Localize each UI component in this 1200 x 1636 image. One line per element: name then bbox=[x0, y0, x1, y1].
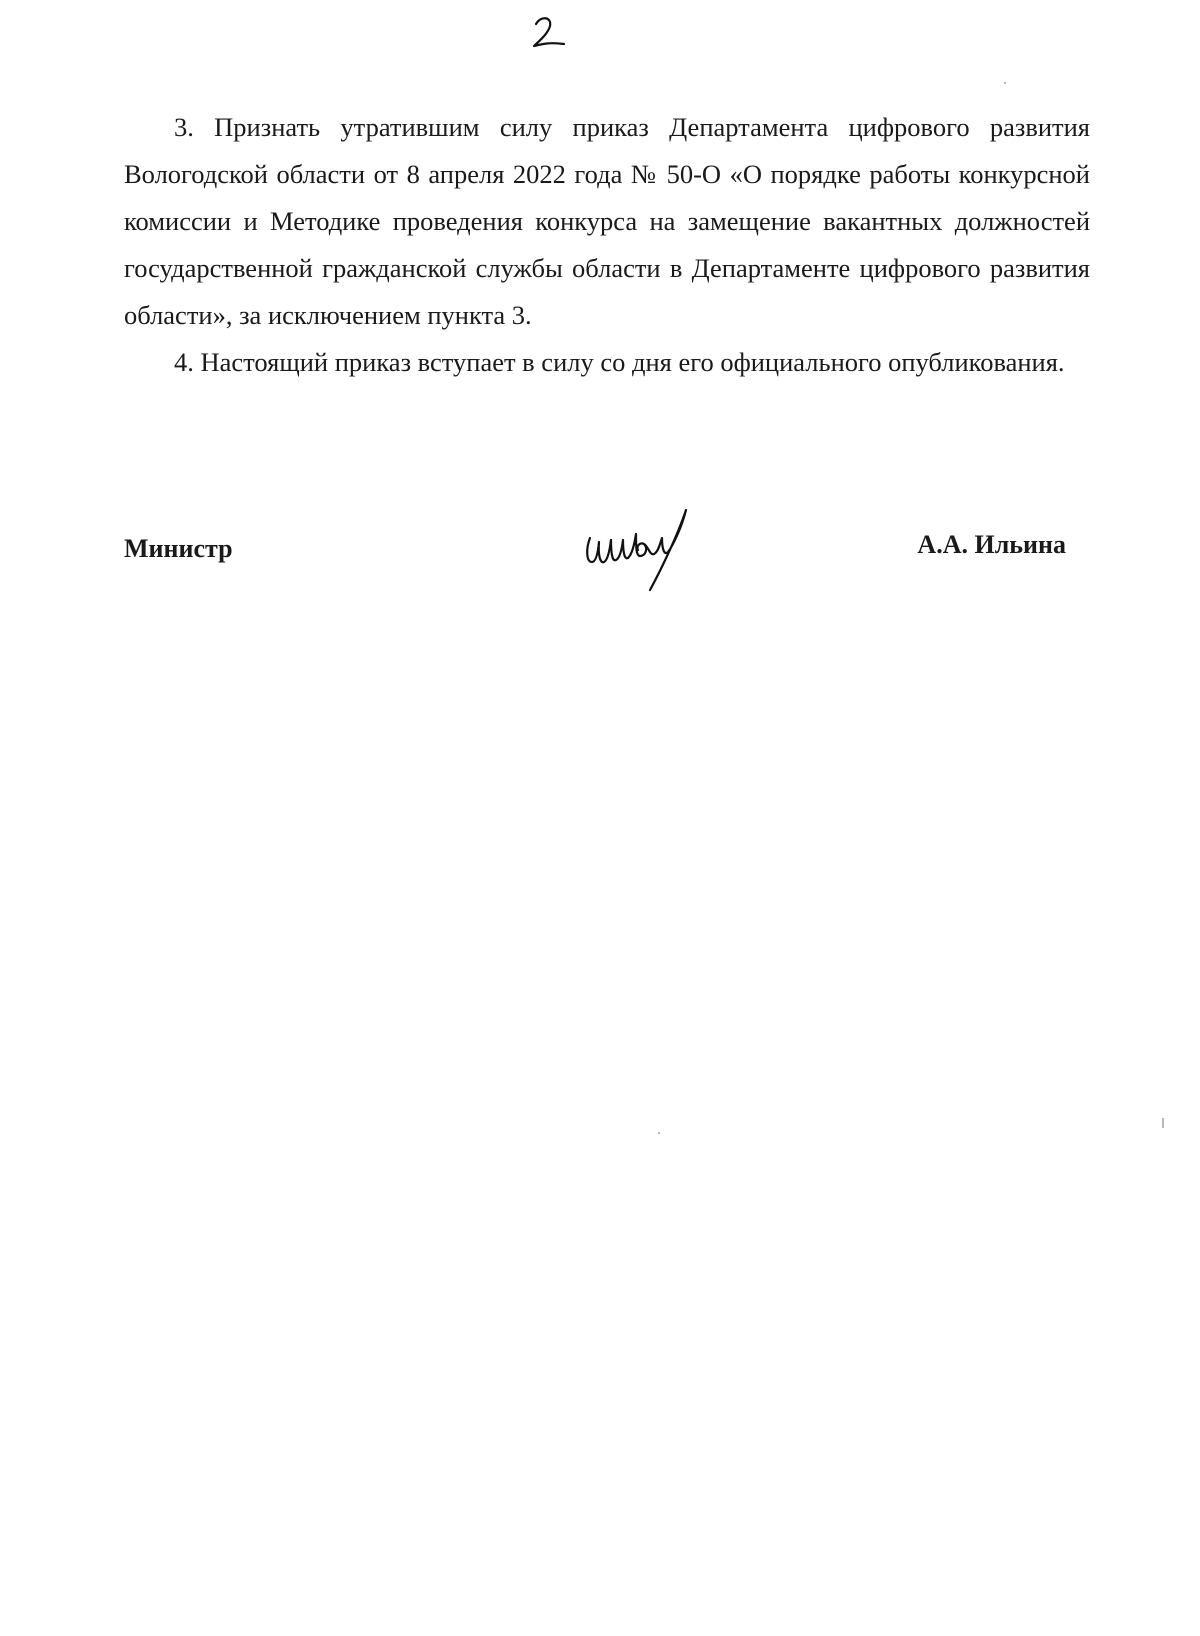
scan-artifact bbox=[1004, 82, 1006, 84]
signature-block bbox=[124, 504, 1090, 604]
paragraph-3: 3. Признать утратившим силу приказ Департамента цифрового развития Вологодской области от 8 апреля 2022 года № 50-О «О порядке работы конкурсной комиссии и Методике проведения конкурса на замещение вакантных должностей государственной гражданской службы области в Департаменте цифрового развития области», за исключением пункта 3. bbox=[124, 112, 1090, 330]
scan-artifact bbox=[658, 1132, 660, 1134]
document-body bbox=[124, 104, 1090, 386]
signer-position: Министр bbox=[124, 534, 233, 563]
paragraph-4: 4. Настоящий приказ вступает в силу со дня его официального опубликования. bbox=[174, 347, 1065, 377]
handwritten-signature bbox=[578, 504, 708, 596]
signer-name: А.А. Ильина bbox=[917, 530, 1066, 559]
scan-artifact bbox=[1162, 1118, 1164, 1128]
handwritten-page-number bbox=[528, 14, 568, 50]
